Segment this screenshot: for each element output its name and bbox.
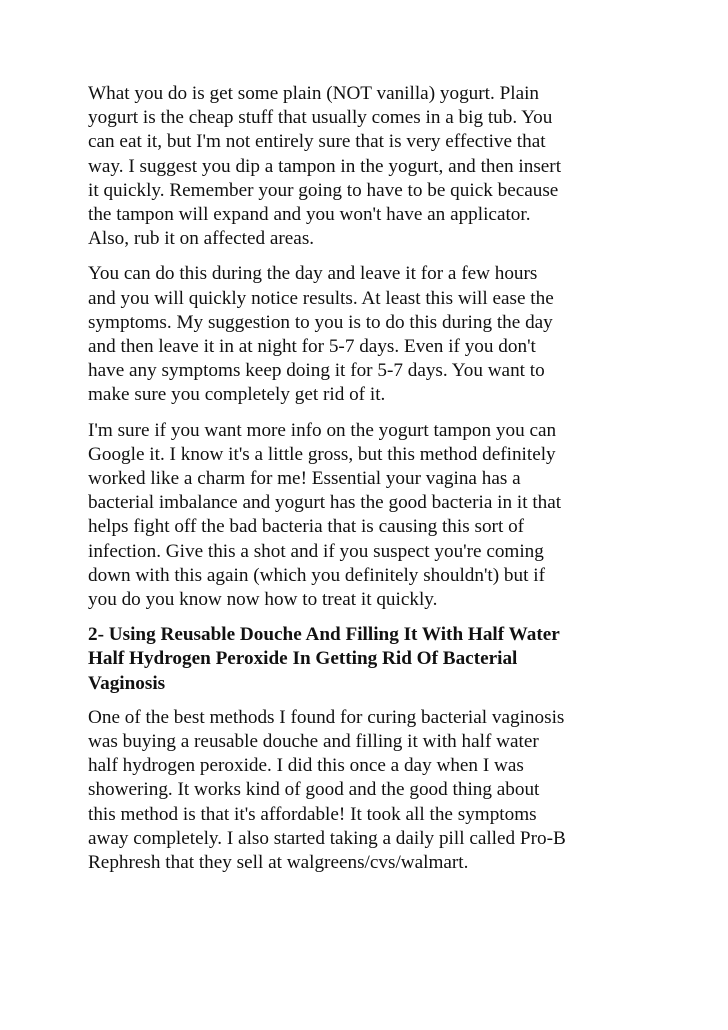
heading-line: Vaginosis [88, 672, 166, 694]
text-line: showering. It works kind of good and the good thing about [88, 779, 540, 801]
text-line: Also, rub it on affected areas. [88, 228, 315, 250]
text-line: Rephresh that they sell at walgreens/cvs/walmart. [88, 852, 469, 874]
text-line: bacterial imbalance and yogurt has the good bacteria in it that [88, 492, 562, 514]
paragraph-yogurt-method [88, 82, 648, 251]
text-line: half hydrogen peroxide. I did this once a day when I was [88, 755, 524, 777]
text-line: worked like a charm for me! Essential your vagina has a [88, 468, 521, 490]
heading-line: 2- Using Reusable Douche And Filling It With Half Water [88, 624, 560, 646]
text-line: it quickly. Remember your going to have to be quick because [88, 179, 559, 201]
document-page [88, 82, 648, 886]
text-line: What you do is get some plain (NOT vanilla) yogurt. Plain [88, 83, 540, 104]
text-line: I'm sure if you want more info on the yogurt tampon you can [88, 419, 557, 441]
text-line: Google it. I know it's a little gross, but this method definitely [88, 443, 556, 465]
text-line: and then leave it in at night for 5-7 days. Even if you don't [88, 336, 536, 358]
paragraph-timing [88, 262, 648, 407]
text-line: you do you know now how to treat it quickly. [88, 589, 438, 611]
text-line: One of the best methods I found for curing bacterial vaginosis [88, 706, 565, 728]
text-line: infection. Give this a shot and if you suspect you're coming [88, 540, 544, 562]
heading-line: Half Hydrogen Peroxide In Getting Rid Of Bacterial [88, 648, 518, 670]
text-line: have any symptoms keep doing it for 5-7 days. You want to [88, 360, 545, 382]
text-line: yogurt is the cheap stuff that usually comes in a big tub. You [88, 107, 553, 129]
text-line: the tampon will expand and you won't have an applicator. [88, 204, 531, 226]
text-line: was buying a reusable douche and filling it with half water [88, 731, 539, 753]
text-line: symptoms. My suggestion to you is to do this during the day [88, 311, 553, 333]
text-line: You can do this during the day and leave it for a few hours [88, 263, 538, 285]
text-line: this method is that it's affordable! It took all the symptoms [88, 803, 537, 825]
text-line: and you will quickly notice results. At least this will ease the [88, 287, 554, 309]
text-line: make sure you completely get rid of it. [88, 384, 386, 406]
text-line: can eat it, but I'm not entirely sure that is very effective that [88, 131, 546, 153]
text-line: down with this again (which you definitely shouldn't) but if [88, 564, 545, 586]
text-line: away completely. I also started taking a daily pill called Pro-B [88, 827, 566, 849]
section-heading [88, 623, 648, 696]
text-line: way. I suggest you dip a tampon in the yogurt, and then insert [88, 155, 562, 177]
paragraph-douche-method [88, 706, 648, 875]
paragraph-more-info [88, 419, 648, 613]
text-line: helps fight off the bad bacteria that is causing this sort of [88, 516, 525, 538]
